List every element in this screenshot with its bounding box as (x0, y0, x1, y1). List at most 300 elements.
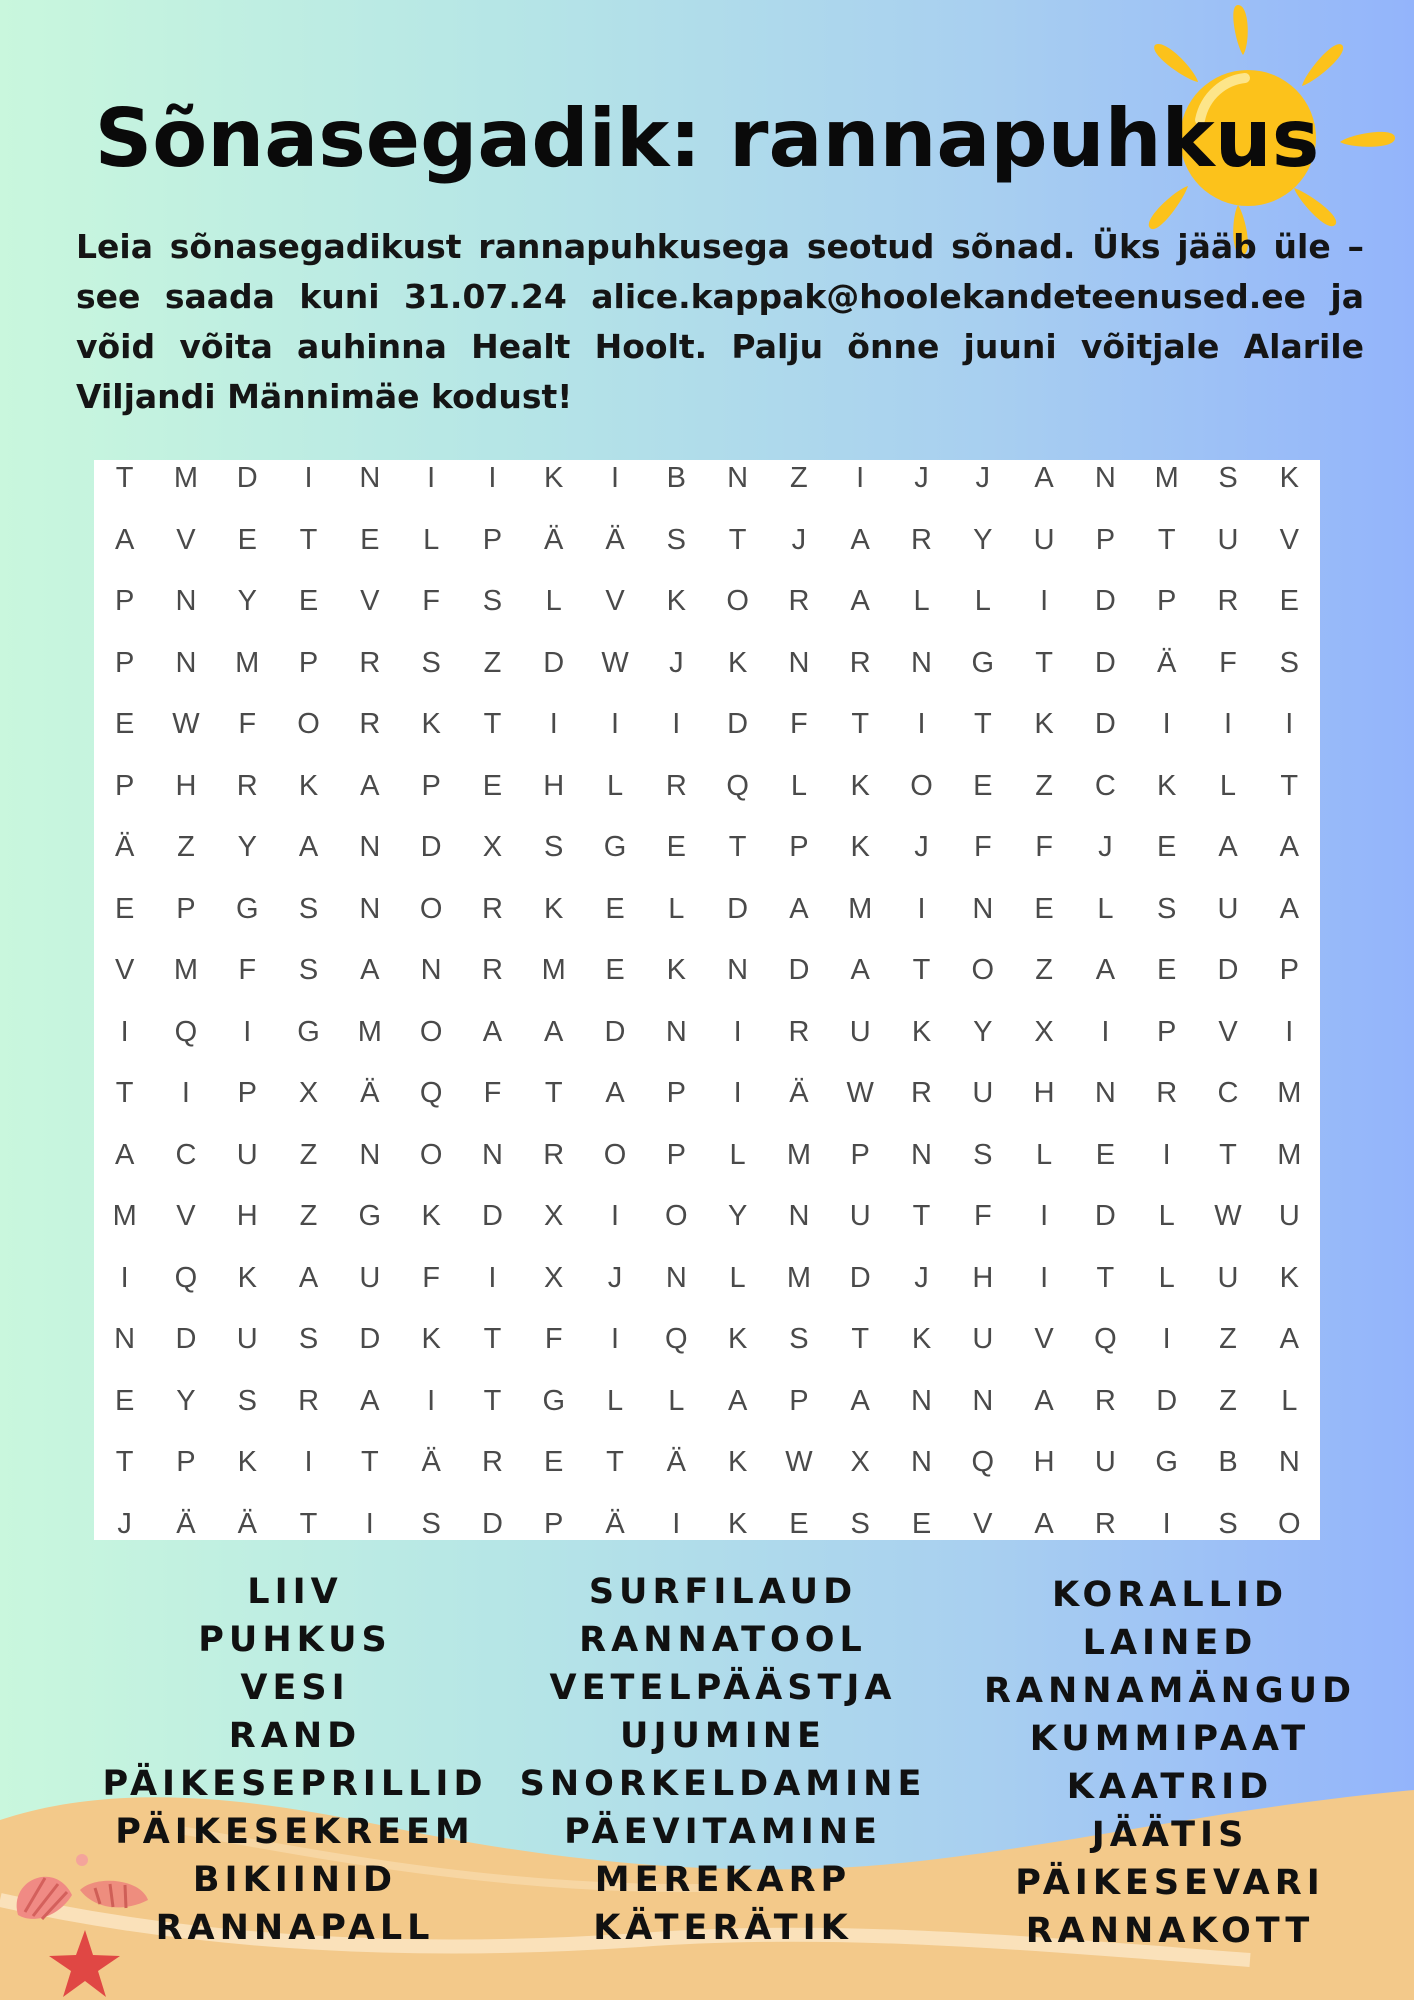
grid-letter: R (359, 708, 381, 740)
grid-letter: K (1157, 769, 1177, 802)
grid-letter: E (1157, 831, 1177, 863)
word-list-item: RANNAKOTT (1025, 1911, 1315, 1951)
word-list-item: SNORKELDAMINE (519, 1764, 927, 1804)
grid-letter: E (666, 831, 686, 863)
grid-letter: S (850, 1507, 870, 1540)
word-list-item: KUMMIPAAT (1029, 1719, 1311, 1759)
grid-letter: G (297, 1015, 320, 1048)
grid-letter: P (1095, 523, 1116, 556)
grid-letter: I (733, 1077, 742, 1109)
grid-letter: Ä (421, 1446, 441, 1478)
grid-letter: U (1278, 1200, 1300, 1232)
grid-letter: M (541, 954, 566, 986)
word-list-item: JÄÄTIS (1091, 1815, 1249, 1855)
grid-letter: A (360, 954, 380, 986)
grid-letter: K (727, 1323, 748, 1355)
grid-letter: D (1217, 954, 1239, 986)
grid-letter: K (850, 831, 870, 863)
word-list-item: RANNAPALL (155, 1908, 435, 1948)
grid-letter: A (1034, 462, 1054, 494)
grid-letter: Ä (176, 1507, 196, 1540)
grid-letter: A (1218, 831, 1238, 863)
grid-letter: E (1157, 954, 1177, 986)
grid-letter: Ä (114, 831, 135, 863)
grid-letter: F (790, 708, 808, 740)
grid-letter: T (115, 1446, 134, 1478)
grid-letter: A (360, 1384, 380, 1417)
grid-letter: P (1157, 585, 1177, 617)
grid-letter: A (850, 523, 870, 556)
grid-letter: E (1034, 892, 1054, 925)
grid-letter: D (481, 1507, 503, 1540)
grid-letter: K (666, 585, 686, 617)
grid-letter: A (482, 1015, 503, 1048)
grid-letter: N (481, 1138, 503, 1171)
grid-letter: T (360, 1446, 379, 1478)
grid-letter: T (1280, 769, 1299, 802)
grid-letter: R (1156, 1077, 1178, 1109)
grid-letter: T (728, 831, 747, 863)
grid-letter: U (236, 1323, 258, 1355)
grid-letter: I (856, 462, 865, 494)
grid-letter: W (172, 708, 200, 740)
instructions-text: Leia sõnasegadikust rannapuhkusega seotud sõnad. Üks jääb üle – see saada kuni 31.07.24 alice.kappak@hoolekandeteenused.ee ja võid võita auhinna Healt Hoolt. Palju õnne juuni võitjale Alarile Viljandi Männimäe kodust! (76, 227, 1364, 416)
grid-letter: Y (237, 831, 257, 863)
grid-letter: O (910, 769, 933, 802)
grid-letter: D (604, 1015, 626, 1048)
grid-letter: H (972, 1261, 994, 1294)
grid-letter: A (544, 1015, 564, 1048)
grid-letter: W (601, 646, 629, 679)
grid-letter: H (236, 1200, 258, 1232)
grid-letter: R (665, 769, 687, 802)
grid-letter: X (544, 1200, 564, 1232)
grid-letter: Z (790, 462, 808, 494)
grid-letter: A (114, 1138, 135, 1171)
grid-letter: I (1162, 1323, 1171, 1355)
grid-letter: K (911, 1323, 932, 1355)
grid-letter: V (360, 585, 380, 617)
grid-letter: S (1218, 1507, 1238, 1540)
grid-letter: K (727, 1507, 748, 1540)
grid-letter: U (359, 1261, 381, 1294)
grid-letter: H (1033, 1077, 1055, 1109)
grid-letter: I (1162, 1507, 1171, 1540)
grid-letter: N (665, 1261, 687, 1294)
grid-letter: S (237, 1384, 257, 1417)
grid-letter: M (173, 954, 199, 986)
grid-letter: K (666, 954, 686, 986)
grid-letter: N (359, 892, 381, 925)
word-list-item: RANNAMÄNGUD (983, 1671, 1357, 1711)
grid-letter: N (911, 1446, 932, 1478)
grid-letter: P (421, 769, 441, 802)
grid-letter: L (606, 1384, 624, 1417)
grid-letter: T (1035, 646, 1053, 679)
grid-letter: N (911, 1138, 932, 1171)
grid-letter: E (911, 1507, 932, 1540)
grid-letter: P (114, 646, 135, 679)
grid-letter: I (917, 892, 926, 925)
grid-letter: R (1094, 1507, 1116, 1540)
grid-letter: N (175, 585, 197, 617)
grid-letter: M (786, 1261, 811, 1294)
grid-letter: J (607, 1261, 623, 1294)
grid-letter: J (791, 523, 807, 556)
grid-letter: L (790, 769, 807, 802)
grid-letter: P (114, 769, 135, 802)
grid-letter: Z (299, 1200, 318, 1232)
grid-letter: A (727, 1384, 748, 1417)
grid-letter: T (1219, 1138, 1237, 1171)
grid-letter: R (359, 646, 381, 679)
grid-letter: M (112, 1200, 137, 1232)
grid-letter: S (298, 892, 319, 925)
grid-letter: D (1094, 585, 1116, 617)
grid-letter: Q (419, 1077, 443, 1109)
grid-letter: D (420, 831, 442, 863)
grid-letter: T (483, 708, 502, 740)
grid-letter: Z (299, 1138, 318, 1171)
grid-letter: I (1223, 708, 1233, 740)
grid-letter: N (788, 646, 810, 679)
grid-letter: E (1279, 585, 1299, 617)
grid-letter: J (669, 646, 684, 679)
grid-letter: T (912, 1200, 931, 1232)
grid-letter: V (605, 585, 625, 617)
grid-letter: D (788, 954, 810, 986)
grid-letter: T (299, 523, 318, 556)
grid-letter: G (1155, 1446, 1178, 1478)
grid-letter: I (1040, 1261, 1049, 1294)
grid-letter: O (419, 1138, 443, 1171)
grid-letter: D (727, 708, 749, 740)
grid-letter: F (238, 708, 257, 740)
grid-letter: R (911, 523, 932, 556)
grid-letter: N (911, 1384, 932, 1417)
grid-letter: C (175, 1138, 197, 1171)
grid-letter: I (488, 1261, 497, 1294)
grid-letter: L (423, 523, 440, 556)
grid-letter: K (237, 1446, 257, 1478)
grid-letter: K (850, 769, 870, 802)
grid-letter: F (422, 585, 440, 617)
grid-letter: A (298, 831, 319, 863)
grid-letter: I (304, 1446, 313, 1478)
grid-letter: W (846, 1077, 874, 1109)
grid-letter: Ä (605, 1507, 625, 1540)
grid-letter: K (544, 462, 564, 494)
grid-letter: D (175, 1323, 197, 1355)
grid-letter: S (298, 954, 319, 986)
word-list-item: VESI (240, 1668, 350, 1708)
grid-letter: L (1281, 1384, 1298, 1417)
grid-letter: N (420, 954, 442, 986)
grid-letter: A (850, 954, 870, 986)
grid-letter: I (304, 462, 313, 494)
grid-letter: H (1033, 1446, 1055, 1478)
grid-letter: P (789, 831, 809, 863)
grid-letter: G (603, 831, 627, 863)
grid-letter: Y (973, 1015, 993, 1048)
grid-letter: V (1034, 1323, 1054, 1355)
grid-letter: S (789, 1323, 809, 1355)
grid-letter: F (973, 831, 992, 863)
grid-letter: O (971, 954, 995, 986)
word-list-item: PÄIKESEPRILLID (102, 1764, 488, 1804)
grid-letter: P (298, 646, 319, 679)
grid-letter: Q (174, 1015, 198, 1048)
grid-letter: R (298, 1384, 320, 1417)
grid-letter: T (299, 1507, 318, 1540)
grid-letter: F (973, 1200, 992, 1232)
grid-letter: I (917, 708, 926, 740)
grid-letter: O (419, 1015, 443, 1048)
grid-letter: L (668, 892, 685, 925)
grid-letter: O (297, 708, 320, 740)
grid-letter: N (114, 1323, 136, 1355)
grid-letter: F (1035, 831, 1053, 863)
grid-letter: E (973, 769, 993, 802)
grid-letter: L (545, 585, 562, 617)
grid-letter: K (727, 1446, 748, 1478)
grid-letter: F (544, 1323, 563, 1355)
grid-letter: I (1162, 1138, 1171, 1171)
grid-letter: P (1157, 1015, 1177, 1048)
grid-letter: E (360, 523, 380, 556)
grid-letter: E (114, 1384, 135, 1417)
page-title: Sõnasegadik: rannapuhkus (94, 92, 1320, 185)
grid-letter: R (1094, 1384, 1116, 1417)
grid-letter: Ä (666, 1446, 686, 1478)
grid-letter: V (1218, 1015, 1238, 1048)
grid-letter: U (972, 1323, 994, 1355)
grid-letter: Z (1219, 1384, 1237, 1417)
grid-letter: I (672, 1507, 681, 1540)
word-list-column-3 (960, 1571, 1380, 1955)
grid-letter: S (544, 831, 564, 863)
grid-letter: E (482, 769, 503, 802)
word-search-grid (94, 460, 1320, 1540)
grid-letter: K (911, 1015, 932, 1048)
grid-letter: S (421, 1507, 441, 1540)
grid-letter: E (114, 708, 135, 740)
grid-letter: P (789, 1384, 809, 1417)
grid-letter: E (1095, 1138, 1116, 1171)
grid-letter: A (850, 585, 870, 617)
grid-letter: Q (174, 1261, 198, 1294)
grid-letter: E (605, 954, 625, 986)
grid-letter: I (1040, 585, 1049, 617)
grid-letter: A (1279, 892, 1299, 925)
grid-letter: V (1279, 523, 1299, 556)
grid-letter: N (175, 646, 197, 679)
grid-letter: O (726, 585, 749, 617)
word-list-item: BIKIINID (192, 1860, 398, 1900)
grid-letter: Ä (360, 1077, 380, 1109)
grid-letter: V (114, 954, 135, 986)
grid-letter: R (911, 1077, 932, 1109)
word-list-item: PUHKUS (198, 1620, 392, 1660)
grid-letter: U (849, 1200, 871, 1232)
grid-letter: M (1277, 1138, 1302, 1171)
grid-letter: N (972, 1384, 994, 1417)
grid-letter: I (672, 708, 681, 740)
grid-letter: L (913, 585, 930, 617)
grid-letter: Y (237, 585, 257, 617)
grid-letter: B (1218, 1446, 1238, 1478)
grid-letter: L (1158, 1261, 1175, 1294)
grid-letter: S (482, 585, 503, 617)
grid-letter: X (298, 1077, 319, 1109)
grid-letter: O (1278, 1507, 1301, 1540)
grid-letter: N (727, 954, 749, 986)
grid-letter: W (785, 1446, 813, 1478)
grid-letter: E (114, 892, 135, 925)
grid-letter: A (850, 1384, 870, 1417)
word-list-item: PÄEVITAMINE (564, 1812, 882, 1852)
grid-letter: R (543, 1138, 565, 1171)
grid-letter: U (1217, 892, 1239, 925)
grid-letter: C (1217, 1077, 1239, 1109)
grid-letter: G (971, 646, 995, 679)
grid-letter: T (544, 1077, 563, 1109)
grid-letter: A (298, 1261, 319, 1294)
grid-letter: I (427, 462, 436, 494)
grid-letter: R (788, 585, 810, 617)
grid-letter: L (729, 1138, 746, 1171)
grid-letter: I (365, 1507, 374, 1540)
grid-letter: S (1218, 462, 1238, 494)
grid-letter: P (666, 1077, 686, 1109)
grid-letter: J (914, 831, 929, 863)
grid-letter: Ä (544, 523, 564, 556)
grid-letter: U (1217, 523, 1239, 556)
grid-letter: T (115, 1077, 134, 1109)
grid-letter: I (610, 708, 620, 740)
grid-letter: J (914, 462, 929, 494)
grid-letter: T (115, 462, 134, 494)
grid-letter: P (544, 1507, 564, 1540)
grid-letter: Q (665, 1323, 688, 1355)
word-list-item: KAATRID (1066, 1767, 1274, 1807)
word-list-item: LAINED (1082, 1623, 1258, 1663)
grid-letter: Z (1219, 1323, 1237, 1355)
grid-letter: K (1034, 708, 1054, 740)
grid-letter: Y (176, 1384, 196, 1417)
word-list-item: VETELPÄÄSTJA (549, 1668, 897, 1708)
grid-letter: K (544, 892, 564, 925)
grid-letter: Ä (237, 1507, 257, 1540)
grid-letter: Q (1094, 1323, 1117, 1355)
grid-letter: C (1094, 769, 1116, 802)
grid-letter: E (605, 892, 625, 925)
grid-letter: A (1279, 1323, 1299, 1355)
grid-letter: F (238, 954, 257, 986)
grid-letter: P (176, 1446, 196, 1478)
grid-letter: L (668, 1384, 685, 1417)
grid-letter: T (483, 1323, 502, 1355)
grid-letter: I (610, 462, 620, 494)
grid-letter: P (482, 523, 503, 556)
grid-letter: I (1162, 708, 1171, 740)
grid-letter: N (359, 462, 381, 494)
grid-letter: A (789, 892, 809, 925)
grid-letter: D (1094, 1200, 1116, 1232)
grid-letter: W (1214, 1200, 1242, 1232)
grid-letter: J (914, 1261, 929, 1294)
grid-letter: T (606, 1446, 624, 1478)
word-list-item: RAND (228, 1716, 362, 1756)
grid-letter: I (733, 1015, 742, 1048)
grid-letter: T (973, 708, 992, 740)
grid-letter: O (603, 1138, 627, 1171)
grid-letter: N (972, 892, 994, 925)
grid-letter: Z (177, 831, 195, 863)
grid-letter: I (610, 1200, 620, 1232)
grid-letter: S (666, 523, 686, 556)
grid-letter: T (728, 523, 747, 556)
grid-letter: V (973, 1507, 993, 1540)
grid-letter: I (243, 1015, 252, 1048)
grid-letter: H (543, 769, 565, 802)
word-list-item: UJUMINE (620, 1716, 826, 1756)
grid-letter: A (605, 1077, 625, 1109)
grid-letter: D (1156, 1384, 1178, 1417)
grid-letter: M (1277, 1077, 1302, 1109)
grid-letter: X (544, 1261, 564, 1294)
grid-letter: R (1217, 585, 1239, 617)
grid-letter: U (236, 1138, 258, 1171)
grid-letter: J (975, 462, 991, 494)
grid-letter: N (665, 1015, 687, 1048)
grid-letter: X (850, 1446, 870, 1478)
grid-letter: S (298, 1323, 319, 1355)
grid-letter: O (665, 1200, 688, 1232)
grid-letter: J (1098, 831, 1113, 863)
word-list-column-1 (90, 1568, 500, 1952)
grid-letter: G (235, 892, 259, 925)
grid-letter: S (973, 1138, 993, 1171)
grid-letter: A (1095, 954, 1116, 986)
grid-letter: F (483, 1077, 502, 1109)
grid-letter: A (1279, 831, 1299, 863)
grid-letter: R (849, 646, 871, 679)
grid-letter: P (850, 1138, 870, 1171)
grid-letter: U (972, 1077, 994, 1109)
grid-letter: R (236, 769, 258, 802)
grid-letter: D (1094, 646, 1116, 679)
word-list-item: PÄIKESEVARI (1015, 1863, 1325, 1903)
grid-letter: P (666, 1138, 686, 1171)
grid-letter: Z (1035, 769, 1053, 802)
grid-letter: D (1094, 708, 1116, 740)
grid-letter: X (1034, 1015, 1054, 1048)
grid-letter: K (1279, 1261, 1299, 1294)
grid-letter: E (544, 1446, 564, 1478)
grid-letter: P (114, 585, 135, 617)
grid-letter: K (298, 769, 319, 802)
grid-letter: I (120, 1261, 129, 1294)
grid-letter: D (727, 892, 749, 925)
grid-letter: B (666, 462, 686, 494)
grid-letter: K (421, 708, 441, 740)
grid-letter: M (173, 462, 199, 494)
grid-letter: S (421, 646, 441, 679)
grid-letter: Ä (789, 1077, 809, 1109)
grid-letter: K (421, 1323, 441, 1355)
grid-letter: F (422, 1261, 440, 1294)
